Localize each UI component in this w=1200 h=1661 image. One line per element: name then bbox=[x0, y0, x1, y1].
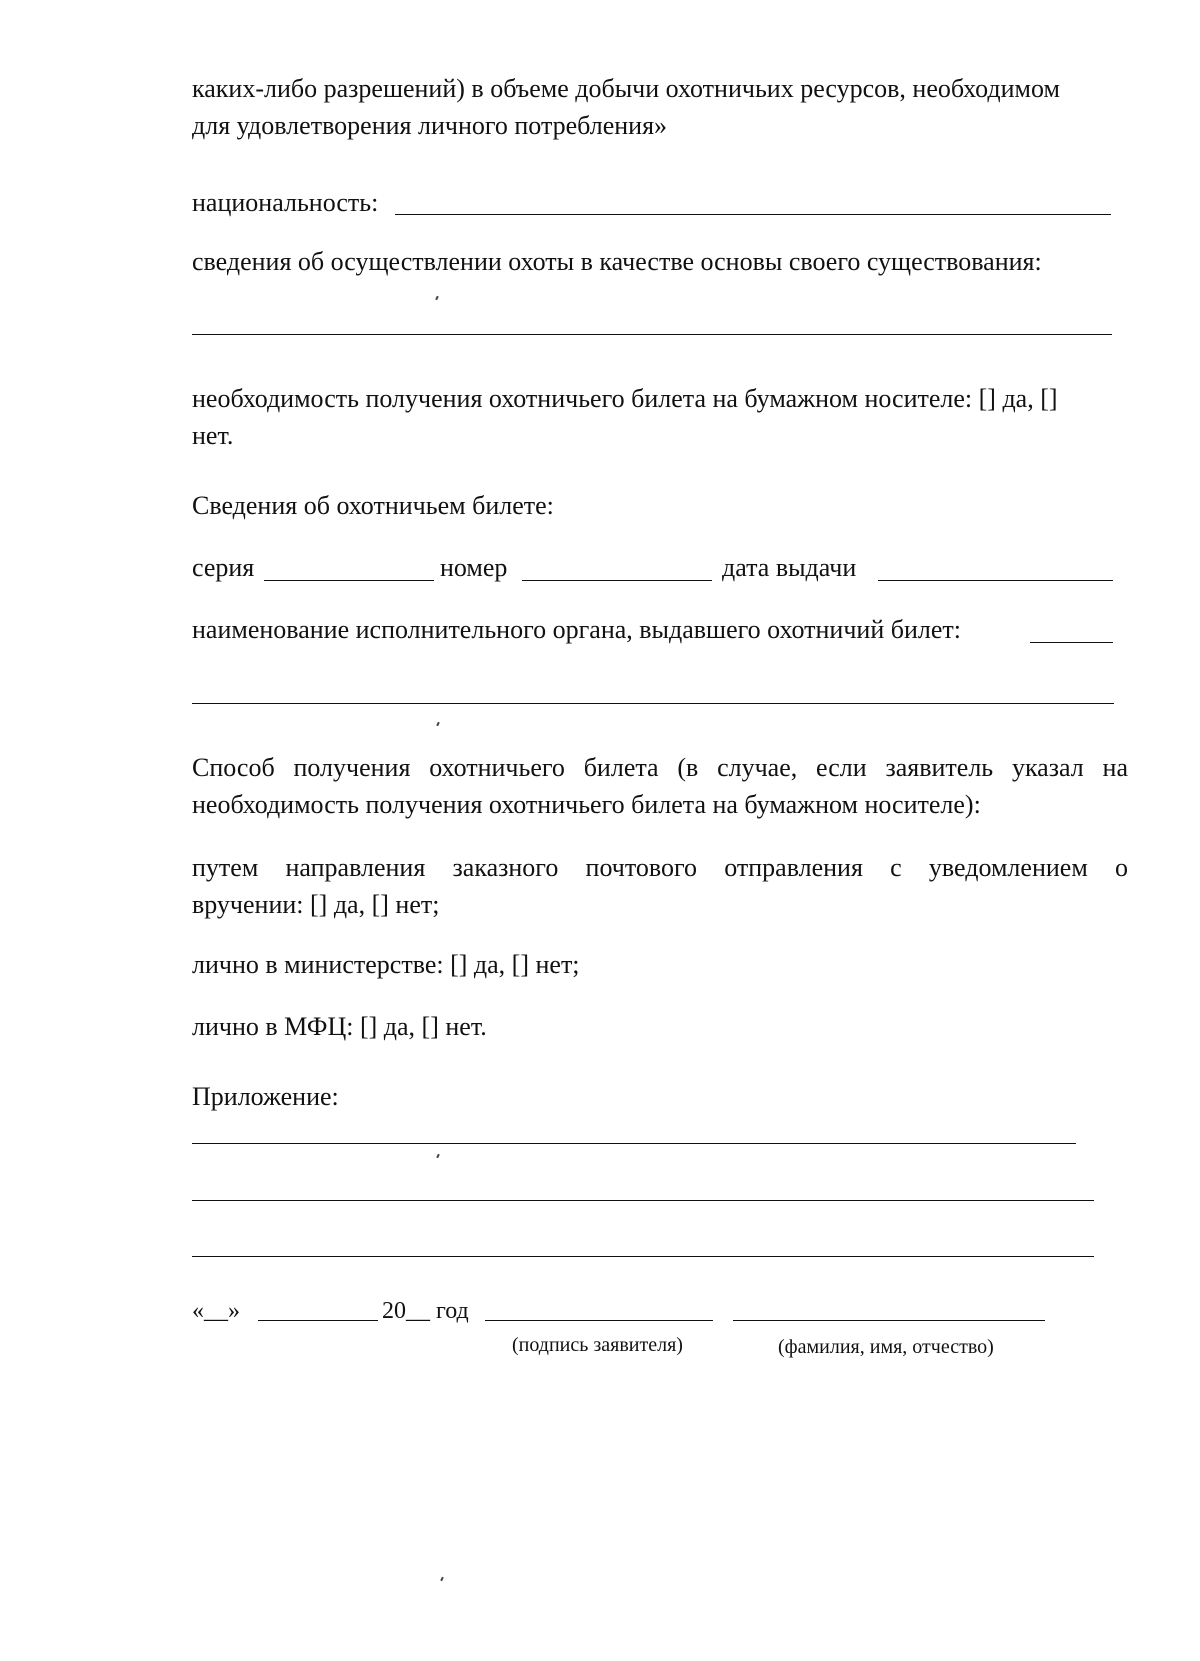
issuer-label: наименование исполнительного органа, выдавшего охотничий билет: bbox=[192, 615, 961, 644]
hunting-basis-field[interactable] bbox=[192, 334, 1112, 335]
intro-line-1: каких-либо разрешений) в объеме добычи охотничьих ресурсов, необходимом bbox=[192, 74, 1060, 103]
nationality-label: национальность: bbox=[192, 188, 379, 217]
ticket-info-heading: Сведения об охотничьем билете: bbox=[192, 491, 554, 520]
scan-speck bbox=[436, 1154, 440, 1158]
paper-ticket-line-2: нет. bbox=[192, 421, 234, 450]
full-name-caption: (фамилия, имя, отчество) bbox=[778, 1336, 994, 1358]
full-name-field[interactable] bbox=[733, 1320, 1045, 1321]
issuer-field-start[interactable] bbox=[1030, 642, 1113, 643]
number-field[interactable] bbox=[522, 580, 712, 581]
delivery-heading-line-1: Способ получения охотничьего билета (в случае, если заявитель указал на bbox=[192, 753, 1128, 782]
series-field[interactable] bbox=[264, 580, 434, 581]
series-label: серия bbox=[192, 553, 255, 582]
issue-date-label: дата выдачи bbox=[722, 553, 857, 582]
attachment-line-1[interactable] bbox=[192, 1143, 1076, 1144]
paper-ticket-line-1: необходимость получения охотничьего билета на бумажном носителе: [] да, [] bbox=[192, 384, 1058, 413]
nationality-field[interactable] bbox=[395, 214, 1111, 215]
date-day: «__» bbox=[192, 1298, 240, 1324]
delivery-heading-line-2: необходимость получения охотничьего билета на бумажном носителе): bbox=[192, 790, 981, 819]
signature-field[interactable] bbox=[485, 1320, 713, 1321]
attachment-line-2[interactable] bbox=[192, 1200, 1094, 1201]
delivery-mail bbox=[192, 849, 1128, 923]
date-year: 20__ год bbox=[382, 1298, 469, 1324]
issuer-field[interactable] bbox=[192, 703, 1114, 704]
attachment-label: Приложение: bbox=[192, 1082, 339, 1111]
scan-speck bbox=[435, 296, 439, 300]
date-month-field[interactable] bbox=[258, 1320, 378, 1321]
attachment-line-3[interactable] bbox=[192, 1256, 1094, 1257]
scan-speck bbox=[436, 722, 440, 726]
delivery-mail-line-1: путем направления заказного почтового отправления с уведомлением о bbox=[192, 853, 1128, 882]
intro-line-2: для удовлетворения личного потребления» bbox=[192, 111, 668, 140]
scan-speck bbox=[440, 1577, 444, 1581]
signature-caption: (подпись заявителя) bbox=[512, 1334, 683, 1356]
number-label: номер bbox=[440, 553, 508, 582]
delivery-heading bbox=[192, 749, 1128, 823]
hunting-basis-label: сведения об осуществлении охоты в качестве основы своего существования: bbox=[192, 247, 1042, 276]
delivery-ministry: лично в министерстве: [] да, [] нет; bbox=[192, 950, 580, 979]
delivery-mail-line-2: вручении: [] да, [] нет; bbox=[192, 890, 440, 919]
delivery-mfc: лично в МФЦ: [] да, [] нет. bbox=[192, 1012, 487, 1041]
issue-date-field[interactable] bbox=[878, 580, 1113, 581]
